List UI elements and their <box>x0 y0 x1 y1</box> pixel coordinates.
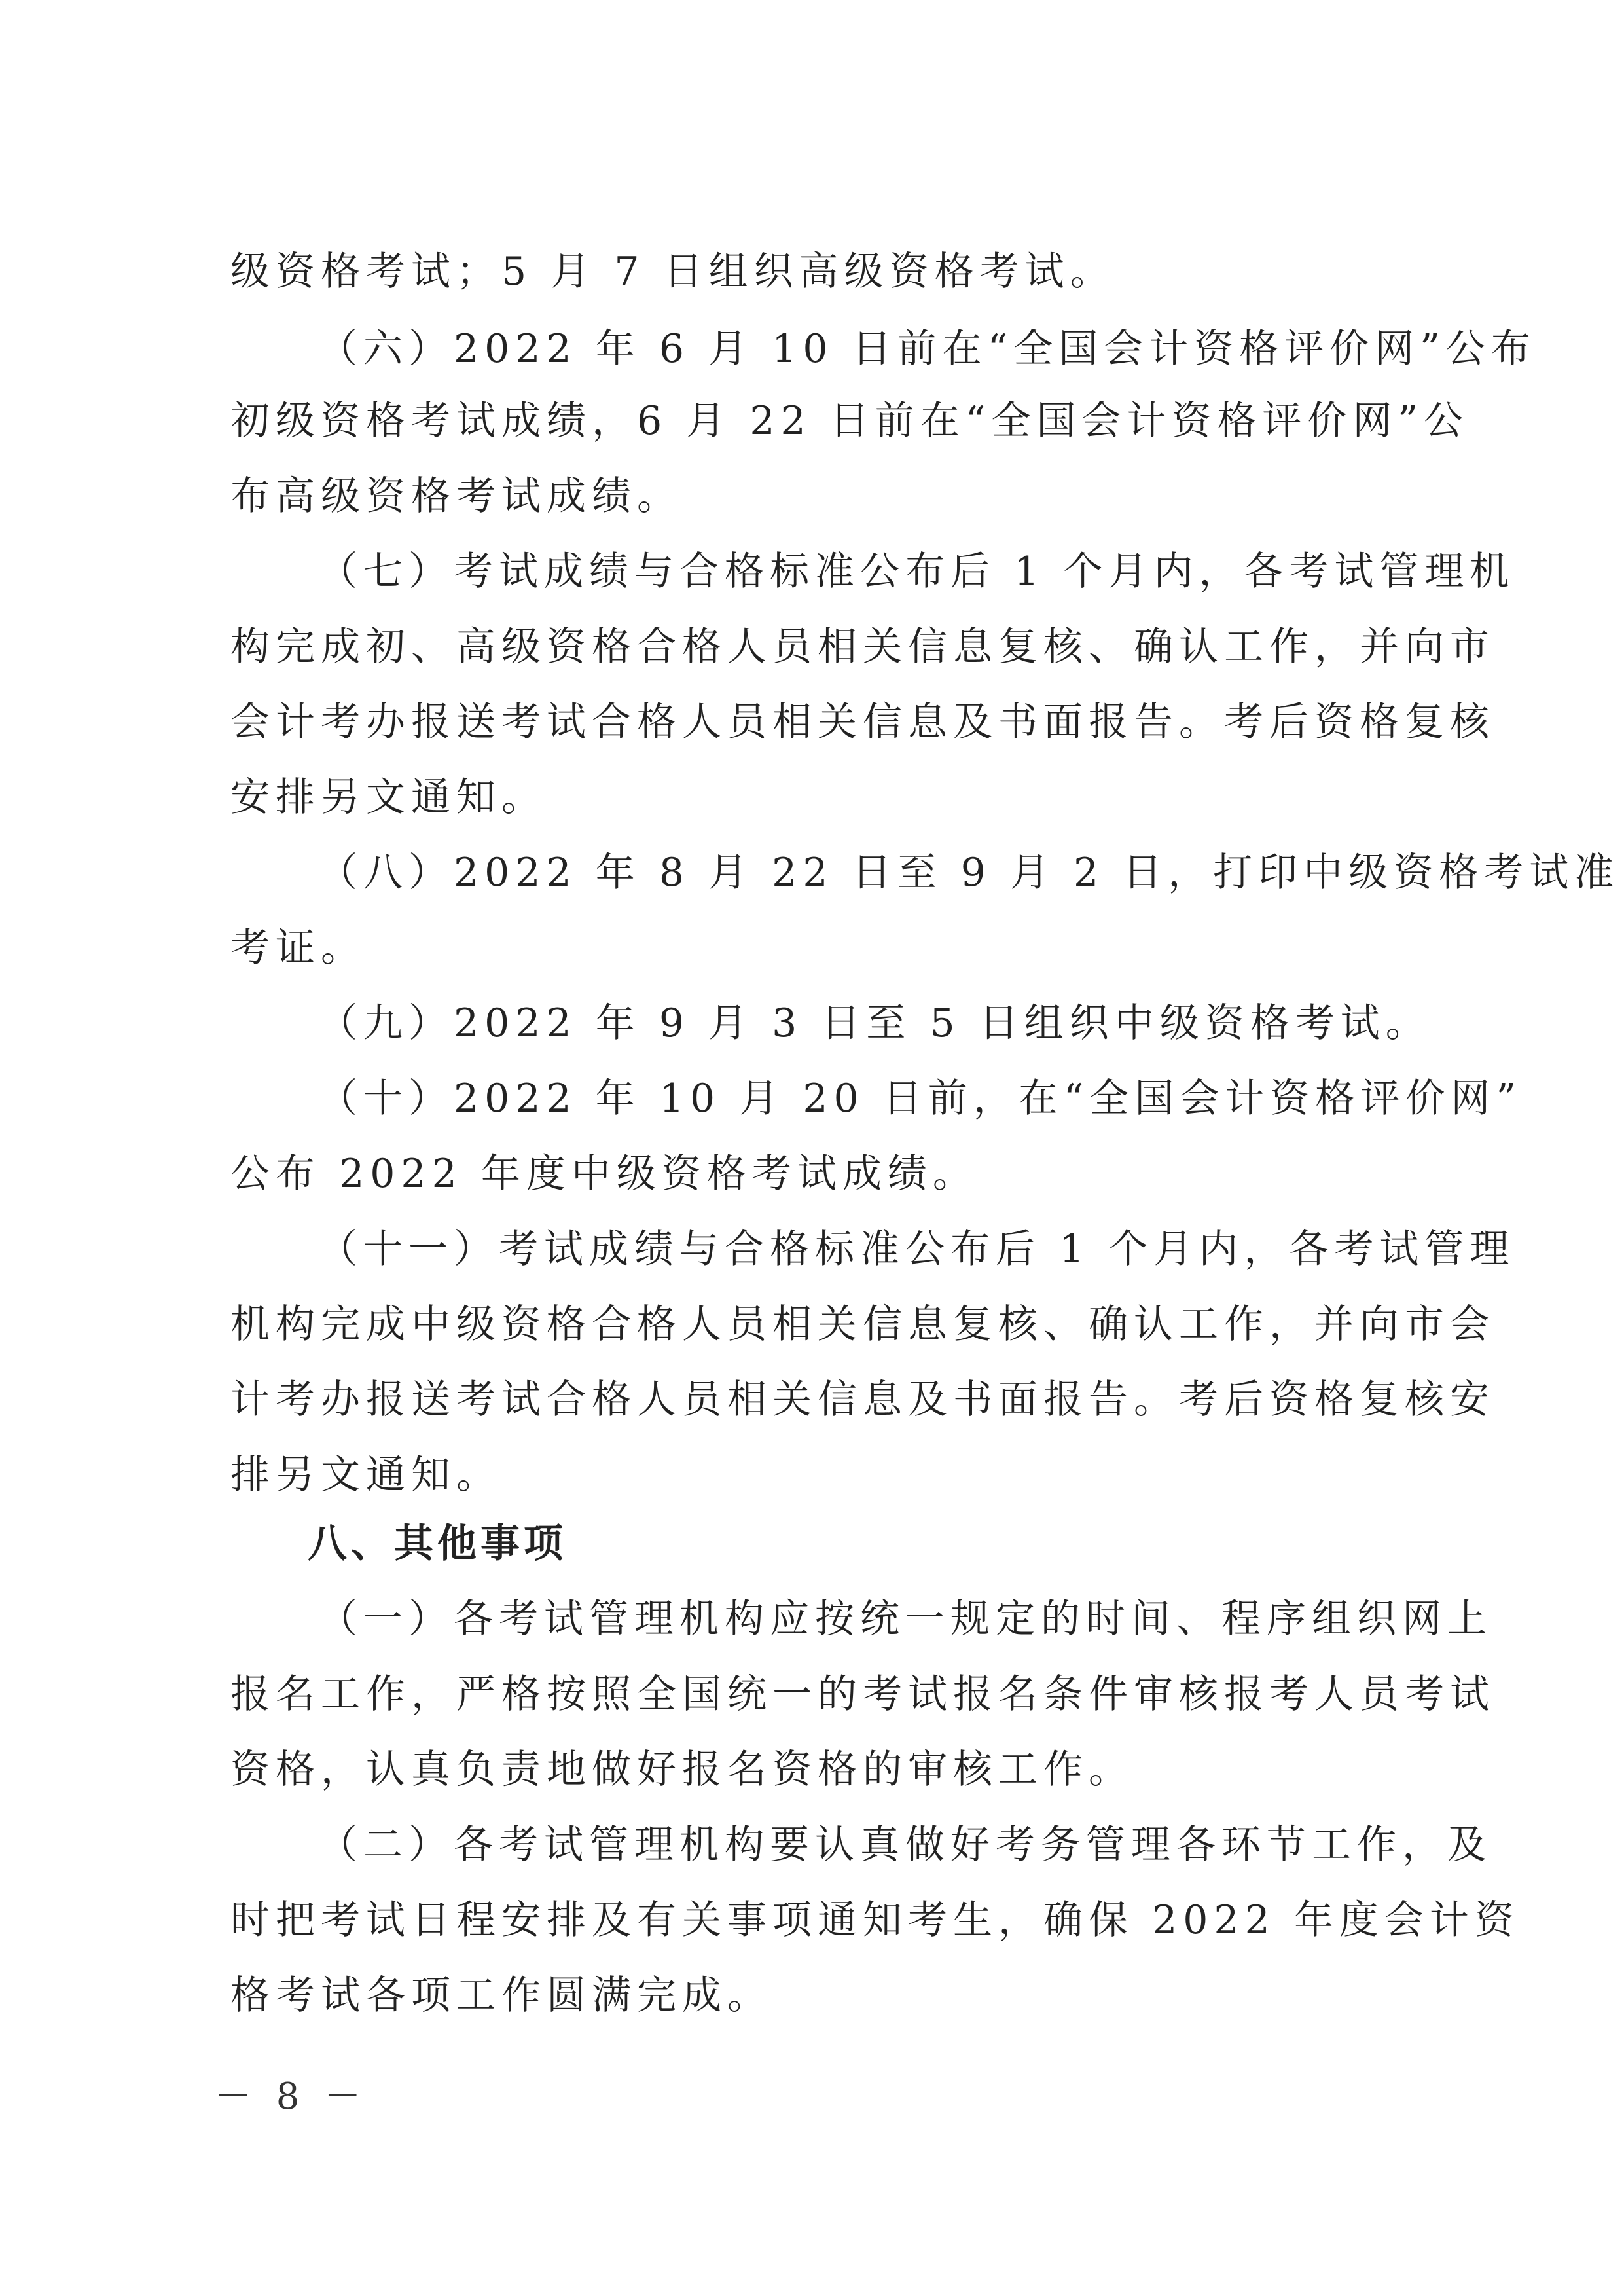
body-line: 排另文通知。 <box>230 1452 501 1498</box>
paragraph-9-line-1: （九）2022 年 9 月 3 日至 5 日组织中级资格考试。 <box>318 1000 1431 1046</box>
paragraph-10-line-1: （十）2022 年 10 月 20 日前，在“全国会计资格评价网” <box>318 1076 1523 1121</box>
section-heading: 八、其他事项 <box>308 1521 567 1567</box>
body-line: 安排另文通知。 <box>230 774 547 820</box>
body-line: 资格，认真负责地做好报名资格的审核工作。 <box>230 1747 1134 1793</box>
body-line: 报名工作，严格按照全国统一的考试报名条件审核报考人员考试 <box>230 1671 1495 1717</box>
body-line: 时把考试日程安排及有关事项通知考生，确保 2022 年度会计资 <box>230 1897 1520 1943</box>
paragraph-7-line-1: （七）考试成绩与合格标准公布后 1 个月内，各考试管理机 <box>318 549 1515 594</box>
paragraph-1-line-1: （一）各考试管理机构应按统一规定的时间、程序组织网上 <box>318 1596 1492 1642</box>
body-line: 机构完成中级资格合格人员相关信息复核、确认工作，并向市会 <box>230 1302 1495 1347</box>
body-line: 布高级资格考试成绩。 <box>230 473 682 519</box>
body-line: 会计考办报送考试合格人员相关信息及书面报告。考后资格复核 <box>230 699 1495 745</box>
body-line: 初级资格考试成绩，6 月 22 日前在“全国会计资格评价网”公 <box>230 398 1470 444</box>
body-line: 考证。 <box>230 925 366 971</box>
body-line: 构完成初、高级资格合格人员相关信息复核、确认工作，并向市 <box>230 624 1495 670</box>
paragraph-11-line-1: （十一）考试成绩与合格标准公布后 1 个月内，各考试管理 <box>318 1226 1515 1272</box>
body-line: 格考试各项工作圆满完成。 <box>230 1973 772 2018</box>
page-number: － 8 － <box>215 2075 368 2118</box>
body-line: 级资格考试；5 月 7 日组织高级资格考试。 <box>230 249 1115 295</box>
paragraph-8-line-1: （八）2022 年 8 月 22 日至 9 月 2 日，打印中级资格考试准 <box>318 850 1620 896</box>
body-line: 计考办报送考试合格人员相关信息及书面报告。考后资格复核安 <box>230 1377 1495 1423</box>
body-line: 公布 2022 年度中级资格考试成绩。 <box>230 1151 978 1197</box>
paragraph-6-line-1: （六）2022 年 6 月 10 日前在“全国会计资格评价网”公布 <box>318 326 1536 372</box>
paragraph-2-line-1: （二）各考试管理机构要认真做好考务管理各环节工作，及 <box>318 1822 1492 1868</box>
